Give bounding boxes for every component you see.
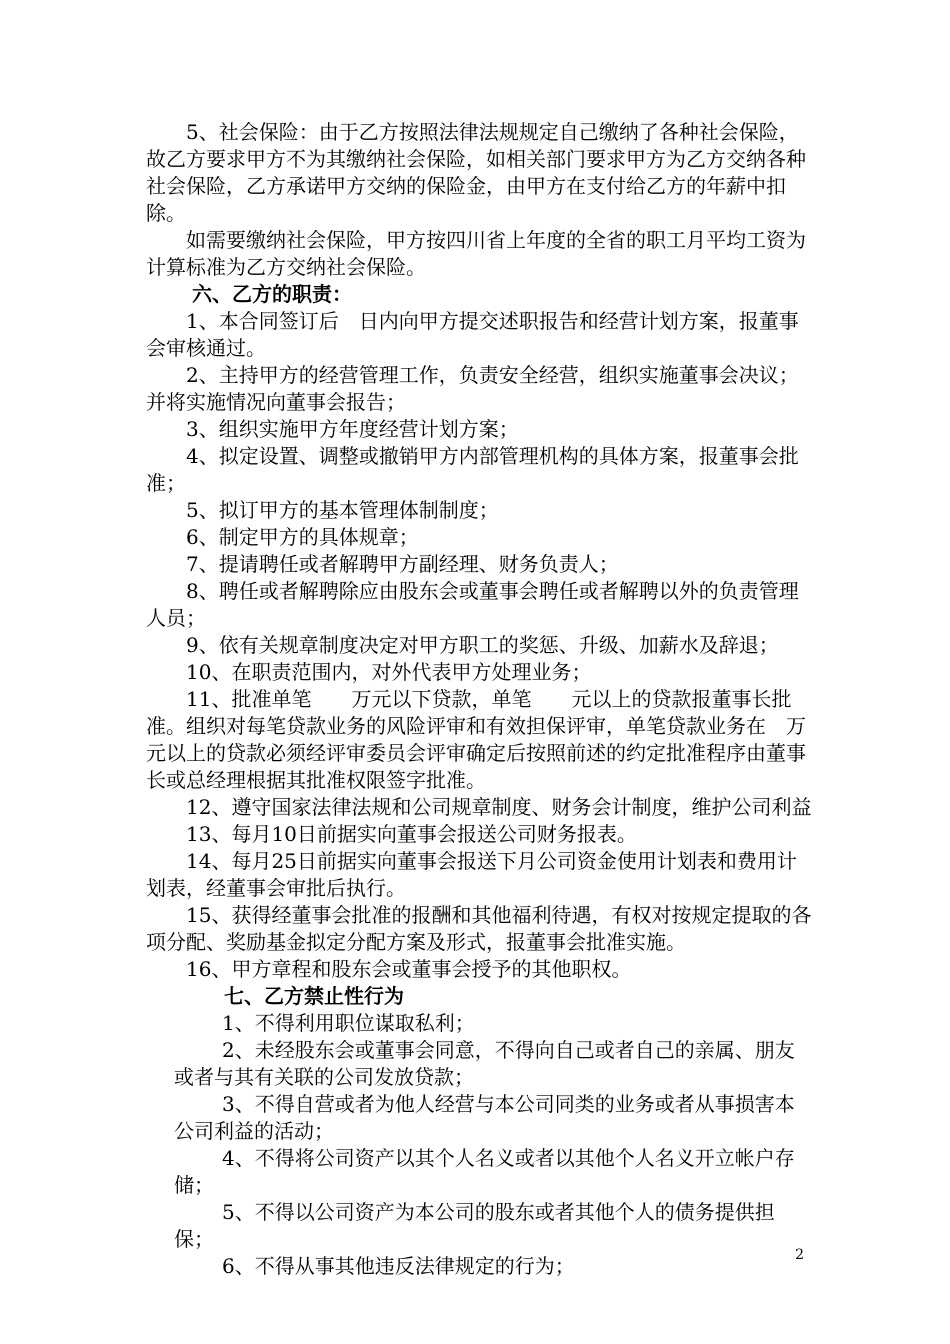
section7-item: 5、不得以公司资产为本公司的股东或者其他个人的债务提供担保；: [174, 1200, 775, 1251]
section6-item: 2、主持甲方的经营管理工作，负责安全经营，组织实施董事会决议；并将实施情况向董事会报告；: [146, 363, 799, 414]
section6-item: 6、制定甲方的具体规章；: [186, 525, 419, 549]
section7-item: 2、未经股东会或董事会同意，不得向自己或者自己的亲属、朋友或者与其有关联的公司发放贷款；: [174, 1038, 795, 1089]
section6-item: 16、甲方章程和股东会或董事会授予的其他职权。: [186, 957, 632, 981]
section6-heading: 六、乙方的职责：: [192, 282, 352, 306]
section6-item: 14、每月25日前据实向董事会报送下月公司资金使用计划表和费用计划表，经董事会审批后执行。: [146, 849, 797, 900]
section7-item: 6、不得从事其他违反法律规定的行为；: [222, 1254, 575, 1278]
section6-item: 3、组织实施甲方年度经营计划方案；: [186, 417, 519, 441]
section7-heading: 七、乙方禁止性行为: [224, 984, 404, 1008]
section6-item: 1、本合同签订后 日内向甲方提交述职报告和经营计划方案，报董事会审核通过。: [146, 309, 799, 360]
section7-item: 3、不得自营或者为他人经营与本公司同类的业务或者从事损害本公司利益的活动；: [174, 1092, 795, 1143]
document-body: [0, 119, 950, 1280]
section6-item: 12、遵守国家法律法规和公司规章制度、财务会计制度，维护公司利益: [186, 795, 812, 819]
page-number: 2: [795, 1247, 804, 1263]
section6-item: 5、拟订甲方的基本管理体制制度；: [186, 498, 499, 522]
intro-paragraph-social-insurance: 5、社会保险：由于乙方按照法律法规规定自己缴纳了各种社会保险，故乙方要求甲方不为其缴纳社会保险，如相关部门要求甲方为乙方交纳各种社会保险，乙方承诺甲方交纳的保险金，由甲方在支付给乙方的年薪中扣除。: [146, 120, 806, 225]
section6-item: 13、每月10日前据实向董事会报送公司财务报表。: [186, 822, 637, 846]
section6-item: 9、依有关规章制度决定对甲方职工的奖惩、升级、加薪水及辞退；: [186, 633, 779, 657]
intro-paragraph-insurance-standard: 如需要缴纳社会保险，甲方按四川省上年度的全省的职工月平均工资为计算标准为乙方交纳社会保险。: [146, 228, 806, 279]
section6-item: 8、聘任或者解聘除应由股东会或董事会聘任或者解聘以外的负责管理人员；: [146, 579, 799, 630]
section6-item: 10、在职责范围内，对外代表甲方处理业务；: [186, 660, 592, 684]
section7-item: 1、不得利用职位谋取私利；: [222, 1011, 475, 1035]
section6-item: 7、提请聘任或者解聘甲方副经理、财务负责人；: [186, 552, 619, 576]
section7-item: 4、不得将公司资产以其个人名义或者以其他个人名义开立帐户存储；: [174, 1146, 795, 1197]
section6-item: 15、获得经董事会批准的报酬和其他福利待遇，有权对按规定提取的各项分配、奖励基金拟定分配方案及形式，报董事会批准实施。: [146, 903, 812, 954]
section6-item: 4、拟定设置、调整或撤销甲方内部管理机构的具体方案，报董事会批准；: [146, 444, 799, 495]
section6-item: 11、批准单笔 万元以下贷款，单笔 元以上的贷款报董事长批准。组织对每笔贷款业务的风险评审和有效担保评审，单笔贷款业务在 万元以上的贷款必须经评审委员会评审确定后按照前述的约定批准程序由董事长或总经理根据其批准权限签字批准。: [146, 687, 806, 792]
